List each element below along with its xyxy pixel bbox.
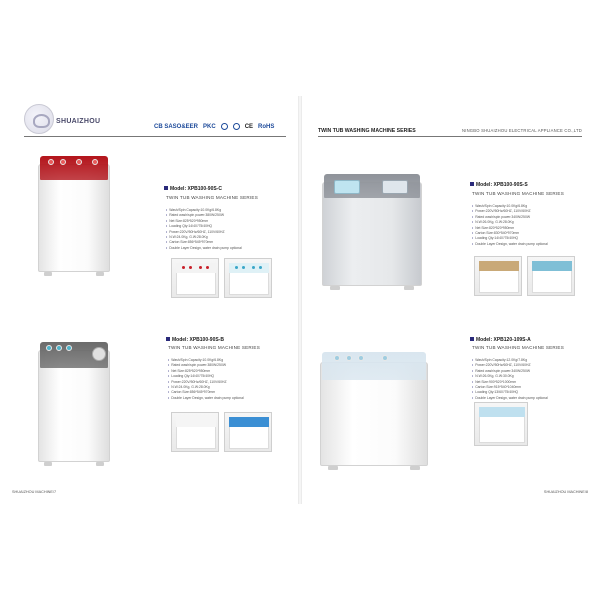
series-heading: TWIN TUB WASHING MACHINE SERIES [318,128,416,134]
control-knob-icon [358,355,364,361]
washing-machine-image [322,172,422,290]
model-number: Model: XPB120-109S-A [470,337,531,343]
brand-name: SHUAIZHOU [56,118,101,125]
page-folio: SHUAIZHOU MACHINE/7 [12,490,57,494]
variant-thumbnail [224,258,272,298]
certification-marks [154,123,274,130]
control-knob-icon [60,159,66,165]
ce-mark: CE [244,123,254,130]
cert-seal-icon [221,123,228,130]
series-subtitle: TWIN TUB WASHING MACHINE SERIES [168,345,260,350]
series-subtitle: TWIN TUB WASHING MACHINE SERIES [472,191,564,196]
spec-list: • Wash/Spin Capacity:10.0Kg/6.8Kg • Power:220V/50Hz/60HZ, 110V/60HZ • Rated wash/spin power:340W/250W • N.W:26.0Kg, G.W:28.0Kg • Net Size:820*520*950mm • Carton Size:830*540*970mm • Loading Qty:14/40'/75/40HQ • Double Layer Design, water drain pump optional [472,204,548,247]
spec-list: • Wash/Spin Capacity:12.0Kg/7.8Kg • Power:220V/50Hz/60HZ, 110V/60HZ • Rated wash/spin power:340W/250W • N.W:26.0Kg, G.W:30.0Kg • Net Size:900*520*1000mm • Carton Size:915*540*1040mm • Loading Qty:13/60'/75/40HQ • Double Layer Design, water drain pump optional [472,358,548,401]
variant-thumbnail [171,258,219,298]
series-subtitle: TWIN TUB WASHING MACHINE SERIES [166,195,258,200]
control-knob-icon [56,345,62,351]
spin-tub-window [382,180,408,194]
model-number: Model: XPB100-90S-C [164,186,222,192]
control-knob-icon [46,345,52,351]
brochure-spread [6,96,594,504]
page-folio: SHUAIZHOU MACHINE/8 [543,490,588,494]
control-knob-icon [334,355,340,361]
control-knob-icon [48,159,54,165]
variant-thumbnail [474,256,522,296]
spin-tub-window [92,347,106,361]
model-number: Model: XPB100-90S-B [166,337,224,343]
spec-list: • Wash/Spin Capacity:10.0Kg/6.8Kg • Rated wash/spin power:380W/250W • Net Size:825*520*950mm • Loading Qty:14/40'/75/40HQ • Power:220V/50Hz/60HZ, 110V/60HZ • N.W:24.0Kg, G.W:28.0Kg • Carton Size:856*545*970mm • Double Layer Design, water drain pump optional [166,208,242,251]
variant-thumbnail [224,412,272,452]
control-knob-icon [92,159,98,165]
control-knob-icon [76,159,82,165]
washing-machine-image [38,154,110,278]
cb-saso-mark: CB SASO&EER [154,123,199,130]
header-rule [24,136,286,137]
spec-list: • Wash/Spin Capacity:10.0Kg/6.8Kg • Rated wash/spin power:380W/250W • Net Size:825*520*950mm • Loading Qty:14/40'/75/40HQ • Power:220V/50Hz/60HZ, 110V/60HZ • N.W:24.0Kg, G.W:28.0Kg • Carton Size:856*545*970mm • Double Layer Design, water drain pump optional [168,358,244,401]
cert-seal-icon [233,123,240,130]
left-page [6,96,298,504]
model-number: Model: XPB100-90S-S [470,182,528,188]
washing-machine-image [38,340,110,468]
brand-logo-icon [24,104,54,134]
control-knob-icon [346,355,352,361]
series-subtitle: TWIN TUB WASHING MACHINE SERIES [472,345,564,350]
washing-machine-image [320,350,428,470]
right-page [302,96,594,504]
variant-thumbnail [474,402,528,446]
pkc-mark: PKC [203,123,216,130]
wash-tub-window [334,180,360,194]
variant-thumbnail [171,412,219,452]
variant-thumbnail [527,256,575,296]
header-rule [318,136,582,137]
company-name: NINGBO SHUAIZHOU ELECTRICAL APPLIANCE CO.,LTD [462,128,582,133]
control-knob-icon [382,355,388,361]
rohs-mark: RoHS [258,123,275,130]
control-knob-icon [66,345,72,351]
